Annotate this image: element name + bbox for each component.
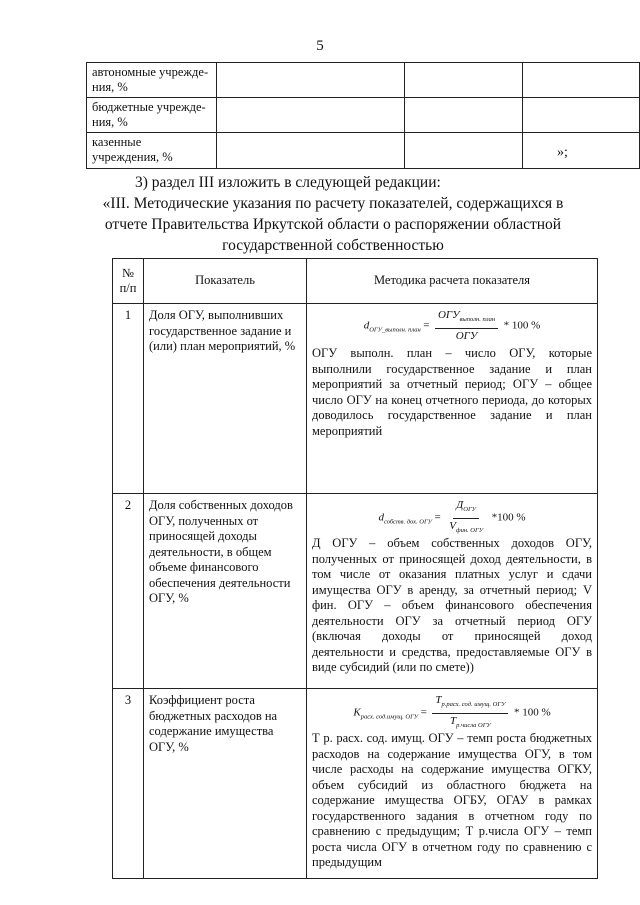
instruction-line: 3) раздел III изложить в следующей редакции:: [135, 174, 441, 191]
row-num: 1: [113, 304, 144, 494]
closing-quote: »;: [557, 145, 568, 160]
formula: $d_{собств. дох. ОГУ}$ = $\frac{Д_{ОГУ}}{V_{фин. ОГУ}}$ *100 %: [378, 499, 526, 534]
header-num: № п/п: [113, 259, 144, 304]
row-label: автономные учрежде-ния, %: [87, 63, 217, 98]
indicators-table: [112, 258, 598, 879]
formula: $d_{ОГУ\_выполн. план}$ = $\frac{ОГУ_{выполн. план}}{\text{ОГУ}}$ * 100 %: [363, 309, 541, 342]
row-description: Т р. расх. сод. имущ. ОГУ – темп роста бюджетных расходов на содержание имущества ОГУ, в том числе расходы на содержание имущества ОГКУ, объем субсидий из областного бюджета на содержание имущества ОГБУ, ОГАУ в рамках государственного задания в отчетном году по сравнению с предыдущим; Т р.числа ОГУ – темп роста числа ОГУ в отчетном году по сравнению с предыдущим: [312, 731, 592, 869]
row-num: 2: [113, 494, 144, 689]
table-row: [87, 98, 640, 133]
row-label: бюджетные учрежде-ния, %: [87, 98, 217, 133]
header-method: Методика расчета показателя: [307, 259, 598, 304]
formula: $K_{расх. сод.имущ. ОГУ}$ = $\frac{T_{р.расх. сод. имущ. ОГУ}}{T_{р.числа ОГУ}}$ * 100 %: [353, 694, 551, 729]
header-row: [113, 259, 598, 304]
row-indicator: Коэффициент роста бюджетных расходов на содержание имущества ОГУ, %: [144, 689, 307, 879]
table-row: [113, 494, 598, 689]
table-row: [113, 689, 598, 879]
row-description: Д ОГУ – объем собственных доходов ОГУ, полученных от приносящей доход деятельности, в том числе от оказания платных услуг и сдачи имущества ОГУ в аренду, за отчетный период; V фин. ОГУ – объем финансового обеспечения деятельности ОГУ за отчетный период ОГУ (включая доходы от приносящей доход деятельности и средства, предоставляемые ОГУ в виде субсидий (или по смете)): [312, 536, 592, 674]
header-indicator: Показатель: [144, 259, 307, 304]
table-row: [87, 63, 640, 98]
table-row: [113, 304, 598, 494]
row-description: ОГУ выполн. план – число ОГУ, которые выполнили государственное задание и план мероприятий за отчетный период; ОГУ – общее число ОГУ на конец отчетного периода, до которых доводилось государственное задание и план мероприятий: [312, 346, 592, 438]
row-indicator: Доля собственных доходов ОГУ, полученных от приносящей доходы деятельности, в общем объеме финансового обеспечения деятельности ОГУ, %: [144, 494, 307, 689]
page-number: 5: [316, 38, 324, 54]
row-num: 3: [113, 689, 144, 879]
section-heading: «III. Методические указания по расчету показателей, содержащихся в отчете Правительства Иркутской области о распоряжении областной государственной собственностью: [102, 195, 564, 254]
row-label: казенные учреждения, %: [87, 133, 217, 169]
row-indicator: Доля ОГУ, выполнивших государственное задание и (или) план мероприятий, %: [144, 304, 307, 494]
